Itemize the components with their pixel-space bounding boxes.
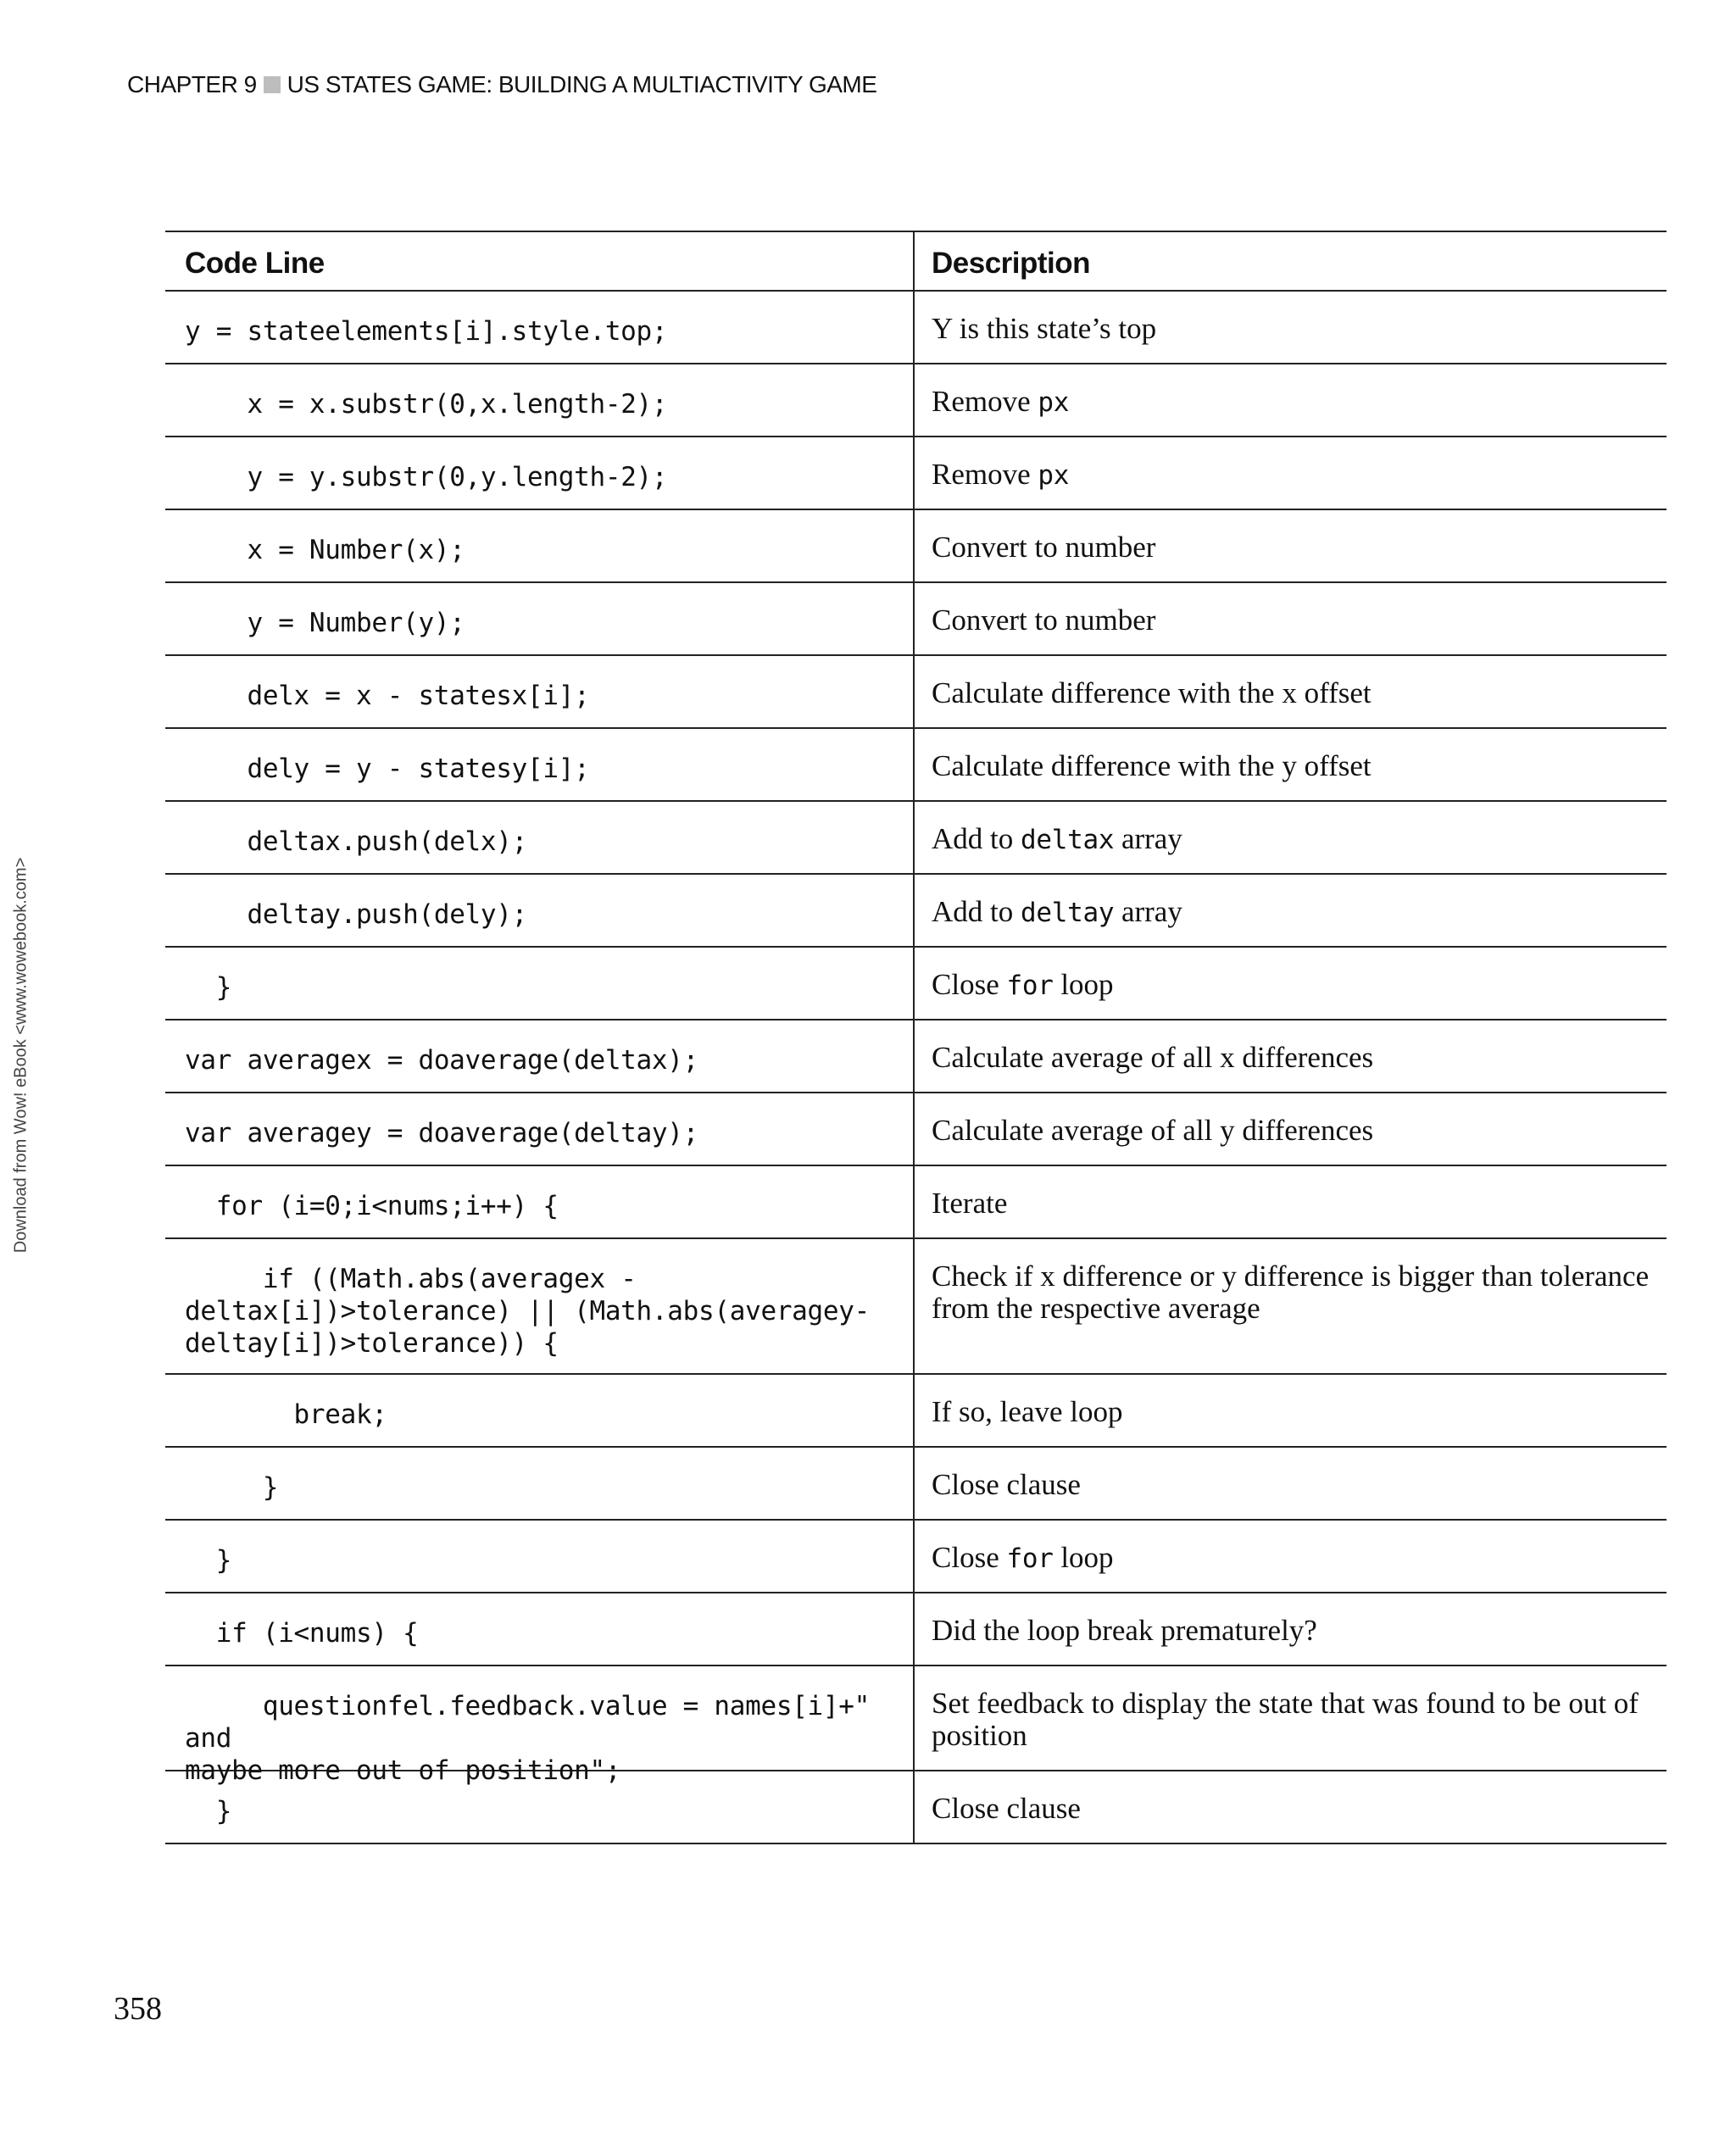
description-text: Calculate average of all x differences <box>932 1041 1374 1074</box>
description-text: Add to <box>932 822 1021 855</box>
table-row <box>165 1666 1666 1786</box>
table-header-row <box>165 232 1666 292</box>
code-line-cell: x = x.substr(0,x.length-2); <box>165 364 915 436</box>
description-text: Convert to number <box>932 531 1156 564</box>
table-row <box>165 1593 1666 1666</box>
table-row <box>165 656 1666 729</box>
description-cell <box>915 510 1666 581</box>
description-text: Close clause <box>932 1792 1081 1825</box>
column-header-code: Code Line <box>165 232 915 290</box>
description-text: Calculate difference with the y offset <box>932 749 1372 782</box>
description-cell <box>915 875 1666 946</box>
code-line-cell: y = stateelements[i].style.top; <box>165 292 915 363</box>
description-text: Did the loop break prematurely? <box>932 1614 1317 1647</box>
table-row <box>165 1093 1666 1166</box>
separator-square-icon <box>264 76 281 93</box>
table-row <box>165 802 1666 875</box>
sidebar-text: Download from Wow! eBook <www.wowebook.com> <box>11 857 31 1254</box>
description-cell <box>915 1093 1666 1165</box>
table-row <box>165 364 1666 437</box>
description-cell <box>915 1166 1666 1237</box>
description-cell <box>915 364 1666 436</box>
code-line-cell: delx = x - statesx[i]; <box>165 656 915 727</box>
code-line-cell: var averagex = doaverage(deltax); <box>165 1020 915 1092</box>
code-line-cell: dely = y - statesy[i]; <box>165 729 915 800</box>
description-cell <box>915 1593 1666 1665</box>
table-body <box>165 292 1666 1844</box>
chapter-label: CHAPTER 9 <box>127 71 257 97</box>
column-header-description: Description <box>932 247 1091 280</box>
description-cell <box>915 1375 1666 1446</box>
code-line-cell: x = Number(x); <box>165 510 915 581</box>
description-cell <box>915 948 1666 1019</box>
description-text: array <box>1114 895 1182 928</box>
code-line-cell: if ((Math.abs(averagex - deltax[i])>tolerance) || (Math.abs(averagey- deltay[i])>tolerance)) { <box>165 1239 915 1373</box>
table-row <box>165 948 1666 1020</box>
table-row <box>165 875 1666 948</box>
code-line-cell: deltax.push(delx); <box>165 802 915 873</box>
inline-code: px <box>1038 387 1070 418</box>
table-row <box>165 510 1666 583</box>
table-row <box>165 1020 1666 1093</box>
inline-code: for <box>1006 1543 1054 1574</box>
code-line-cell: questionfel.feedback.value = names[i]+" and maybe more out of position"; <box>165 1666 915 1793</box>
code-line-cell: y = Number(y); <box>165 583 915 654</box>
description-text: Close clause <box>932 1468 1081 1501</box>
description-text: Remove <box>932 458 1038 491</box>
description-cell <box>915 802 1666 873</box>
description-cell <box>915 1771 1666 1843</box>
code-line-cell: } <box>165 1521 915 1592</box>
description-text: Check if x difference or y difference is bigger than tolerance from the respective average <box>932 1260 1650 1325</box>
description-text: Calculate difference with the x offset <box>932 676 1372 709</box>
code-line-cell: if (i<nums) { <box>165 1593 915 1665</box>
description-cell <box>915 1448 1666 1519</box>
description-text: Calculate average of all y differences <box>932 1114 1374 1147</box>
description-text: Close <box>932 968 1007 1001</box>
description-text: Y is this state’s top <box>932 312 1157 345</box>
running-header <box>127 71 876 98</box>
inline-code: for <box>1006 970 1054 1001</box>
description-cell <box>915 1020 1666 1092</box>
chapter-title: US STATES GAME: BUILDING A MULTIACTIVITY GAME <box>287 71 877 97</box>
code-line-cell: break; <box>165 1375 915 1446</box>
description-text: loop <box>1053 968 1114 1001</box>
code-line-cell: deltay.push(dely); <box>165 875 915 946</box>
description-cell <box>915 729 1666 800</box>
code-line-cell: } <box>165 1771 915 1843</box>
description-text: Iterate <box>932 1187 1008 1220</box>
description-text: Close <box>932 1541 1007 1574</box>
code-line-cell: } <box>165 1448 915 1519</box>
description-text: Add to <box>932 895 1021 928</box>
description-cell <box>915 292 1666 363</box>
table-row <box>165 1771 1666 1844</box>
table-row <box>165 1239 1666 1375</box>
table-row <box>165 583 1666 656</box>
description-text: Convert to number <box>932 603 1156 637</box>
inline-code: deltay <box>1021 898 1115 928</box>
code-description-table <box>165 231 1666 1844</box>
description-cell <box>915 437 1666 509</box>
table-row <box>165 1448 1666 1521</box>
description-cell <box>915 583 1666 654</box>
code-line-cell: var averagey = doaverage(deltay); <box>165 1093 915 1165</box>
description-text: Set feedback to display the state that was found to be out of position <box>932 1687 1639 1752</box>
code-line-cell: y = y.substr(0,y.length-2); <box>165 437 915 509</box>
inline-code: deltax <box>1021 825 1115 855</box>
description-cell <box>915 1239 1666 1373</box>
sidebar-watermark <box>8 826 34 1284</box>
code-line-cell: } <box>165 948 915 1019</box>
table-row <box>165 729 1666 802</box>
table-row <box>165 1521 1666 1593</box>
inline-code: px <box>1038 460 1070 491</box>
table-row <box>165 292 1666 364</box>
description-cell <box>915 1521 1666 1592</box>
table-row <box>165 1375 1666 1448</box>
description-text: If so, leave loop <box>932 1395 1123 1428</box>
description-text: array <box>1114 822 1182 855</box>
description-cell <box>915 656 1666 727</box>
description-text: Remove <box>932 385 1038 418</box>
table-row <box>165 1166 1666 1239</box>
page-number: 358 <box>114 1991 162 2027</box>
code-line-cell: for (i=0;i<nums;i++) { <box>165 1166 915 1237</box>
table-row <box>165 437 1666 510</box>
description-text: loop <box>1053 1541 1114 1574</box>
